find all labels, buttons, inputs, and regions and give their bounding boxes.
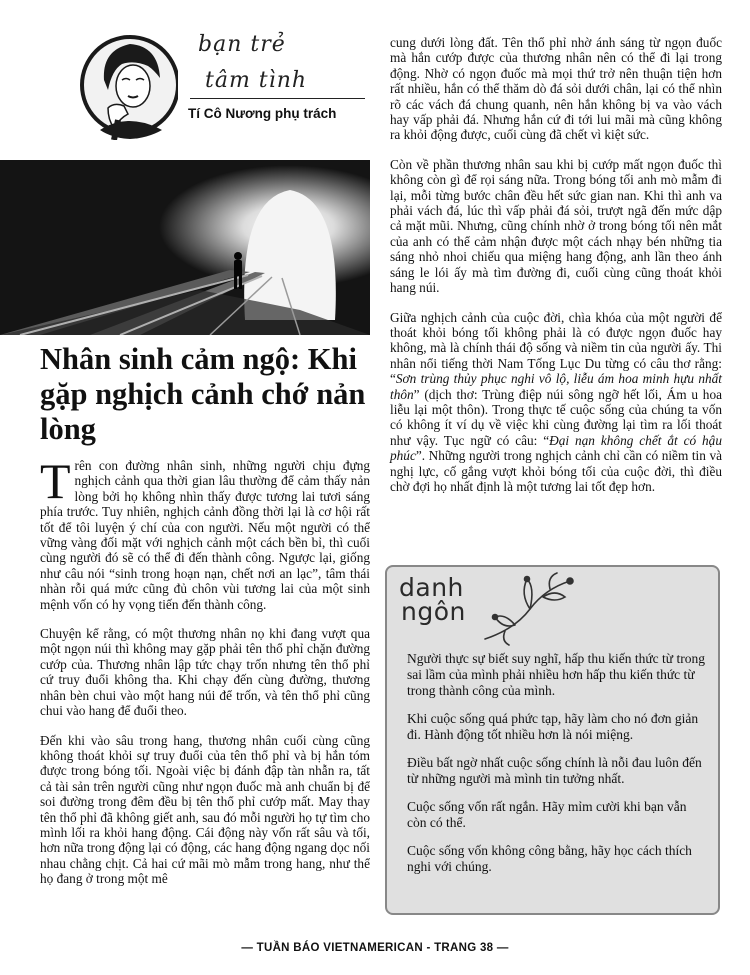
quote-item-2: Khi cuộc sống quá phức tạp, hãy làm cho nó đơn giản đi. Hành động tốt nhiều hơn là nói miệng. (407, 711, 699, 742)
drop-cap: T (40, 453, 71, 509)
column-title-line1: bạn trẻ (198, 32, 286, 57)
right-column (390, 35, 722, 508)
quotes-title-line1: danh (399, 573, 464, 602)
paragraph-6-part-b: ” (dịch thơ: Trùng điệp núi sông ngỡ hết lối, Ám u hoa liễu lại một thôn). Trong thực tế cuộc sống của chúng ta vốn có không ít ví dụ về việc khi cùng đường lại tìm ra lối thoát như vậy. Tục ngữ có câu: “ (390, 386, 722, 448)
quotes-box (385, 565, 720, 915)
tunnel-photo (0, 160, 370, 335)
article-paragraph-6 (390, 310, 722, 495)
header-divider (190, 98, 365, 99)
column-editor: Tí Cô Nương phụ trách (188, 106, 337, 121)
quote-item-4: Cuộc sống vốn rất ngắn. Hãy mỉm cười khi bạn vẫn còn có thể. (407, 799, 687, 830)
article-body-left (40, 453, 370, 901)
woman-portrait-illustration (78, 30, 178, 140)
paragraph-1-text: rên con đường nhân sinh, những người chịu đựng nghịch cảnh qua thời gian lâu thường để cảm thấy nản lòng bởi họ không nhìn thấy được tương lai tươi sáng phía trước. Tuy nhiên, nghịch cảnh đồng thời lại là cơ hội rất tốt để tôi luyện ý chí của con người. Nếu một người có thể vững vàng đối mặt với nghịch cảnh một cách bền bỉ, thì cuối cùng người đó sẽ có thể đi đến thành công. Ngược lại, giống như câu nói “sinh trong hoạn nạn, chết nơi an lạc”, tâm thái nhàn rỗi quá mức cũng đủ chôn vùi tương lai của một sinh mệnh vốn có hy vọng tiến đến thành công. (40, 458, 370, 612)
quote-item-5: Cuộc sống vốn không công bằng, hãy học cách thích nghi với chúng. (407, 843, 692, 874)
quotes-list (407, 651, 707, 887)
tunnel-image (0, 160, 370, 335)
article-headline: Nhân sinh cảm ngộ: Khi gặp nghịch cảnh chớ nản lòng (40, 342, 366, 446)
paragraph-6-part-a: Giữa nghịch cảnh của cuộc đời, chìa khóa của một người để thoát khỏi bóng tối không phải là có được ngọn đuốc hay không, mà là chính thái độ sống và niềm tin của người ấy. Thi nhân nổi tiếng thời Nam Tống Lục Du từng có câu thơ rằng: “ (390, 309, 722, 387)
floral-ornament-icon (475, 569, 585, 649)
quotes-title-line2: ngôn (401, 597, 466, 626)
page-footer: — TUẦN BÁO VIETNAMERICAN - TRANG 38 — (241, 942, 509, 954)
article-paragraph-4: cung dưới lòng đất. Tên thổ phỉ nhờ ánh sáng từ ngọn đuốc mà hắn cướp được của thương nhân nên có thể đi lại trong động. Nhờ có ngọn đuốc mà mọi thứ trở nên thuận tiện hơn rất nhiều, hắn có thể thăm dò đá sỏi dưới chân, lại có thể nhìn rõ các vách đá chung quanh, nên hắn không bị va vào vách hay vấp phải đá. Nhưng hắn cứ đi tới lui mãi mà cũng không ra khỏi động được, cuối cùng đã chết vì kiệt sức. (390, 35, 722, 143)
article-paragraph-3: Đến khi vào sâu trong hang, thương nhân cuối cùng cũng không thoát khỏi sự truy đuổi của tên thổ phỉ và bị hắn tóm được trong bóng tối. Ngoài việc bị đánh đập tàn nhẫn ra, tất cả tài sản trên người cũng như ngọn đuốc mà anh chuẩn bị để soi đường trong đêm đều bị tên thổ phỉ cướp mất. May thay tên thổ phỉ đã không giết anh, sau đó mỗi người họ tự tìm cho mình lối ra khỏi hang động. Cái động này vốn rất sâu và tối, hơn nữa trong động lại có động, các hang động ngang dọc nối nhau chằng chịt. Cả hai cứ mãi mò mẫm trong hang, như thể họ đang ở trong một mê (40, 732, 370, 887)
column-header (40, 30, 370, 155)
quote-item-1: Người thực sự biết suy nghĩ, hấp thu kiến thức từ trong sai lầm của mình phải nhiều hơn hấp thu kiến thức từ trong thành công của mình. (407, 651, 705, 698)
quote-item-3: Điều bất ngờ nhất cuộc sống chính là nỗi đau luôn đến từ những người mà mình tin tưởng nhất. (407, 755, 702, 786)
poem-quote: Sơn trùng thủy phục nghi vô lộ, liễu ám hoa minh hựu nhất thôn (390, 371, 722, 402)
article-paragraph-2: Chuyện kể rằng, có một thương nhân nọ khi đang vượt qua một ngọn núi thì không may gặp phải tên thổ phỉ chặn đường cướp của. Thương nhân lập tức chạy trốn nhưng tên thổ phỉ cứ truy đuổi không tha. Khi chạy đến cùng đường, thương nhân bèn chui vào một hang núi để trốn, và tên thổ phỉ cũng chui vào hang để đuổi theo. (40, 626, 370, 719)
column-title-line2: tâm tình (205, 68, 308, 93)
article-paragraph-5: Còn về phần thương nhân sau khi bị cướp mất ngọn đuốc thì không còn gì để rọi sáng nữa. Trong bóng tối anh mò mẫm đi lại, mỗi từng bước chân đều hết sức gian nan. Khi thì anh va phải vách đá, lúc thì vấp phải đá sỏi, trượt ngã đến mức dập cả mặt mũi. Nhưng, cũng chính nhờ ở trong bóng tối nên mắt của anh có thể cảm nhận được một cách nhạy bén những tia sáng nhỏ nhoi chiếu qua miệng hang động, anh lần theo ánh sáng le lói ấy mà tìm đường đi, cuối cùng cũng thoát khỏi hang núi. (390, 156, 722, 296)
proverb-quote: Đại nạn không chết ắt có hậu phúc (390, 432, 722, 464)
left-column (40, 30, 370, 887)
paragraph-6-part-c: ”. Những người trong nghịch cảnh chỉ cần có niềm tin và nghị lực, cố gắng vượt khỏi bóng tối của cuộc đời, thì điều chờ đợi họ nhất định là một tương lai tốt đẹp hơn. (390, 448, 722, 494)
article-paragraph-1 (40, 453, 370, 612)
